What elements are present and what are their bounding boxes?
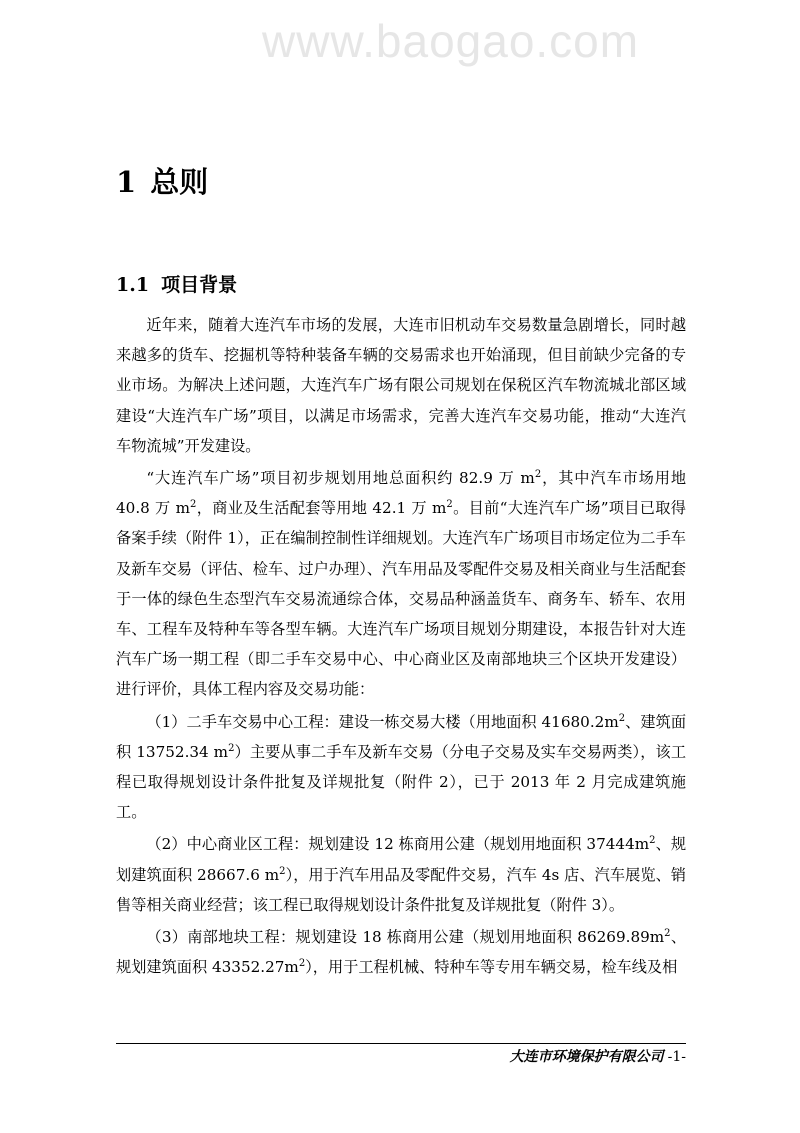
superscript: 2 bbox=[446, 499, 453, 511]
page-footer bbox=[116, 1046, 686, 1066]
paragraph-text: 、建筑面积 13752.34 m bbox=[116, 712, 687, 761]
paragraph-text: （1）二手车交易中心工程：建设一栋交易大楼（用地面积 41680.2m bbox=[146, 712, 619, 731]
superscript: 2 bbox=[664, 928, 671, 940]
chapter-number: 1 bbox=[116, 165, 137, 199]
chapter-title-text: 总则 bbox=[150, 165, 209, 199]
paragraph-background bbox=[116, 310, 686, 461]
page-number: -1- bbox=[667, 1049, 686, 1065]
footer-company: 大连市环境保护有限公司 bbox=[509, 1049, 664, 1065]
paragraph-item-2 bbox=[116, 829, 686, 920]
paragraph-text: 、规划建筑面积 43352.27m bbox=[116, 928, 687, 977]
superscript: 2 bbox=[534, 469, 542, 481]
superscript: 2 bbox=[190, 499, 197, 511]
paragraph-text: 、规划建筑面积 28667.6 m bbox=[116, 835, 687, 884]
section-title bbox=[116, 270, 237, 297]
paragraph-text: （3）南部地块工程：规划建设 18 栋商用公建（规划用地面积 86269.89m bbox=[146, 928, 665, 947]
section-title-text: 项目背景 bbox=[161, 274, 238, 296]
watermark: www.baogao.com bbox=[262, 15, 640, 67]
superscript: 2 bbox=[618, 712, 626, 724]
body-text bbox=[116, 310, 686, 984]
paragraph-text: 。目前“大连汽车广场”项目已取得备案手续（附件 1），正在编制控制性详细规划。大连汽车广场项目市场定位为二手车及新车交易（评估、检车、过户办理）、汽车用品及零配件交易及相关商业与生活配套于一体的绿色生态型汽车交易流通综合体，交易品种涵盖货车、商务车、轿车、农用车、工程车及特种车等各型车辆。大连汽车广场项目规划分期建设，本报告针对大连汽车广场一期工程（即二手车交易中心、中心商业区及南部地块三个区块开发建设）进行评价，具体工程内容及交易功能： bbox=[116, 499, 686, 699]
superscript: 2 bbox=[649, 835, 656, 847]
paragraph-item-3 bbox=[116, 922, 686, 982]
paragraph-text: ，其中汽车市场用地 40.8 万 m bbox=[116, 469, 687, 518]
section-number: 1.1 bbox=[116, 274, 150, 296]
chapter-title bbox=[116, 160, 208, 201]
paragraph-project-scope bbox=[116, 463, 686, 705]
paragraph-text: ），用于汽车用品及零配件交易，汽车 4s 店、汽车展览、销售等相关商业经营；该工程已取得规划设计条件批复及详规批复（附件 3）。 bbox=[116, 865, 686, 914]
footer-divider bbox=[116, 1043, 686, 1044]
paragraph-text: ，商业及生活配套等用地 42.1 万 m bbox=[196, 499, 447, 518]
paragraph-text: ），用于工程机械、特种车等专用车辆交易，检车线及相 bbox=[305, 958, 678, 977]
paragraph-text: ）主要从事二手车及新车交易（分电子交易及实车交易两类），该工程已取得规划设计条件批复及详规批复（附件 2），已于 2013 年 2 月完成建筑施工。 bbox=[116, 742, 687, 822]
superscript: 2 bbox=[228, 742, 235, 754]
paragraph-text: “大连汽车广场”项目初步规划用地总面积约 82.9 万 m bbox=[146, 469, 535, 488]
paragraph-text: （2）中心商业区工程：规划建设 12 栋商用公建（规划用地面积 37444m bbox=[146, 835, 650, 854]
paragraph-item-1 bbox=[116, 707, 686, 828]
paragraph-text: 近年来，随着大连汽车市场的发展，大连市旧机动车交易数量急剧增长，同时越来越多的货车、挖掘机等特种装备车辆的交易需求也开始涌现，但目前缺少完备的专业市场。为解决上述问题，大连汽车广场有限公司规划在保税区汽车物流城北部区域建设“大连汽车广场”项目，以满足市场需求，完善大连汽车交易功能，推动“大连汽车物流城”开发建设。 bbox=[116, 316, 686, 455]
superscript: 2 bbox=[279, 865, 286, 877]
superscript: 2 bbox=[298, 958, 306, 970]
